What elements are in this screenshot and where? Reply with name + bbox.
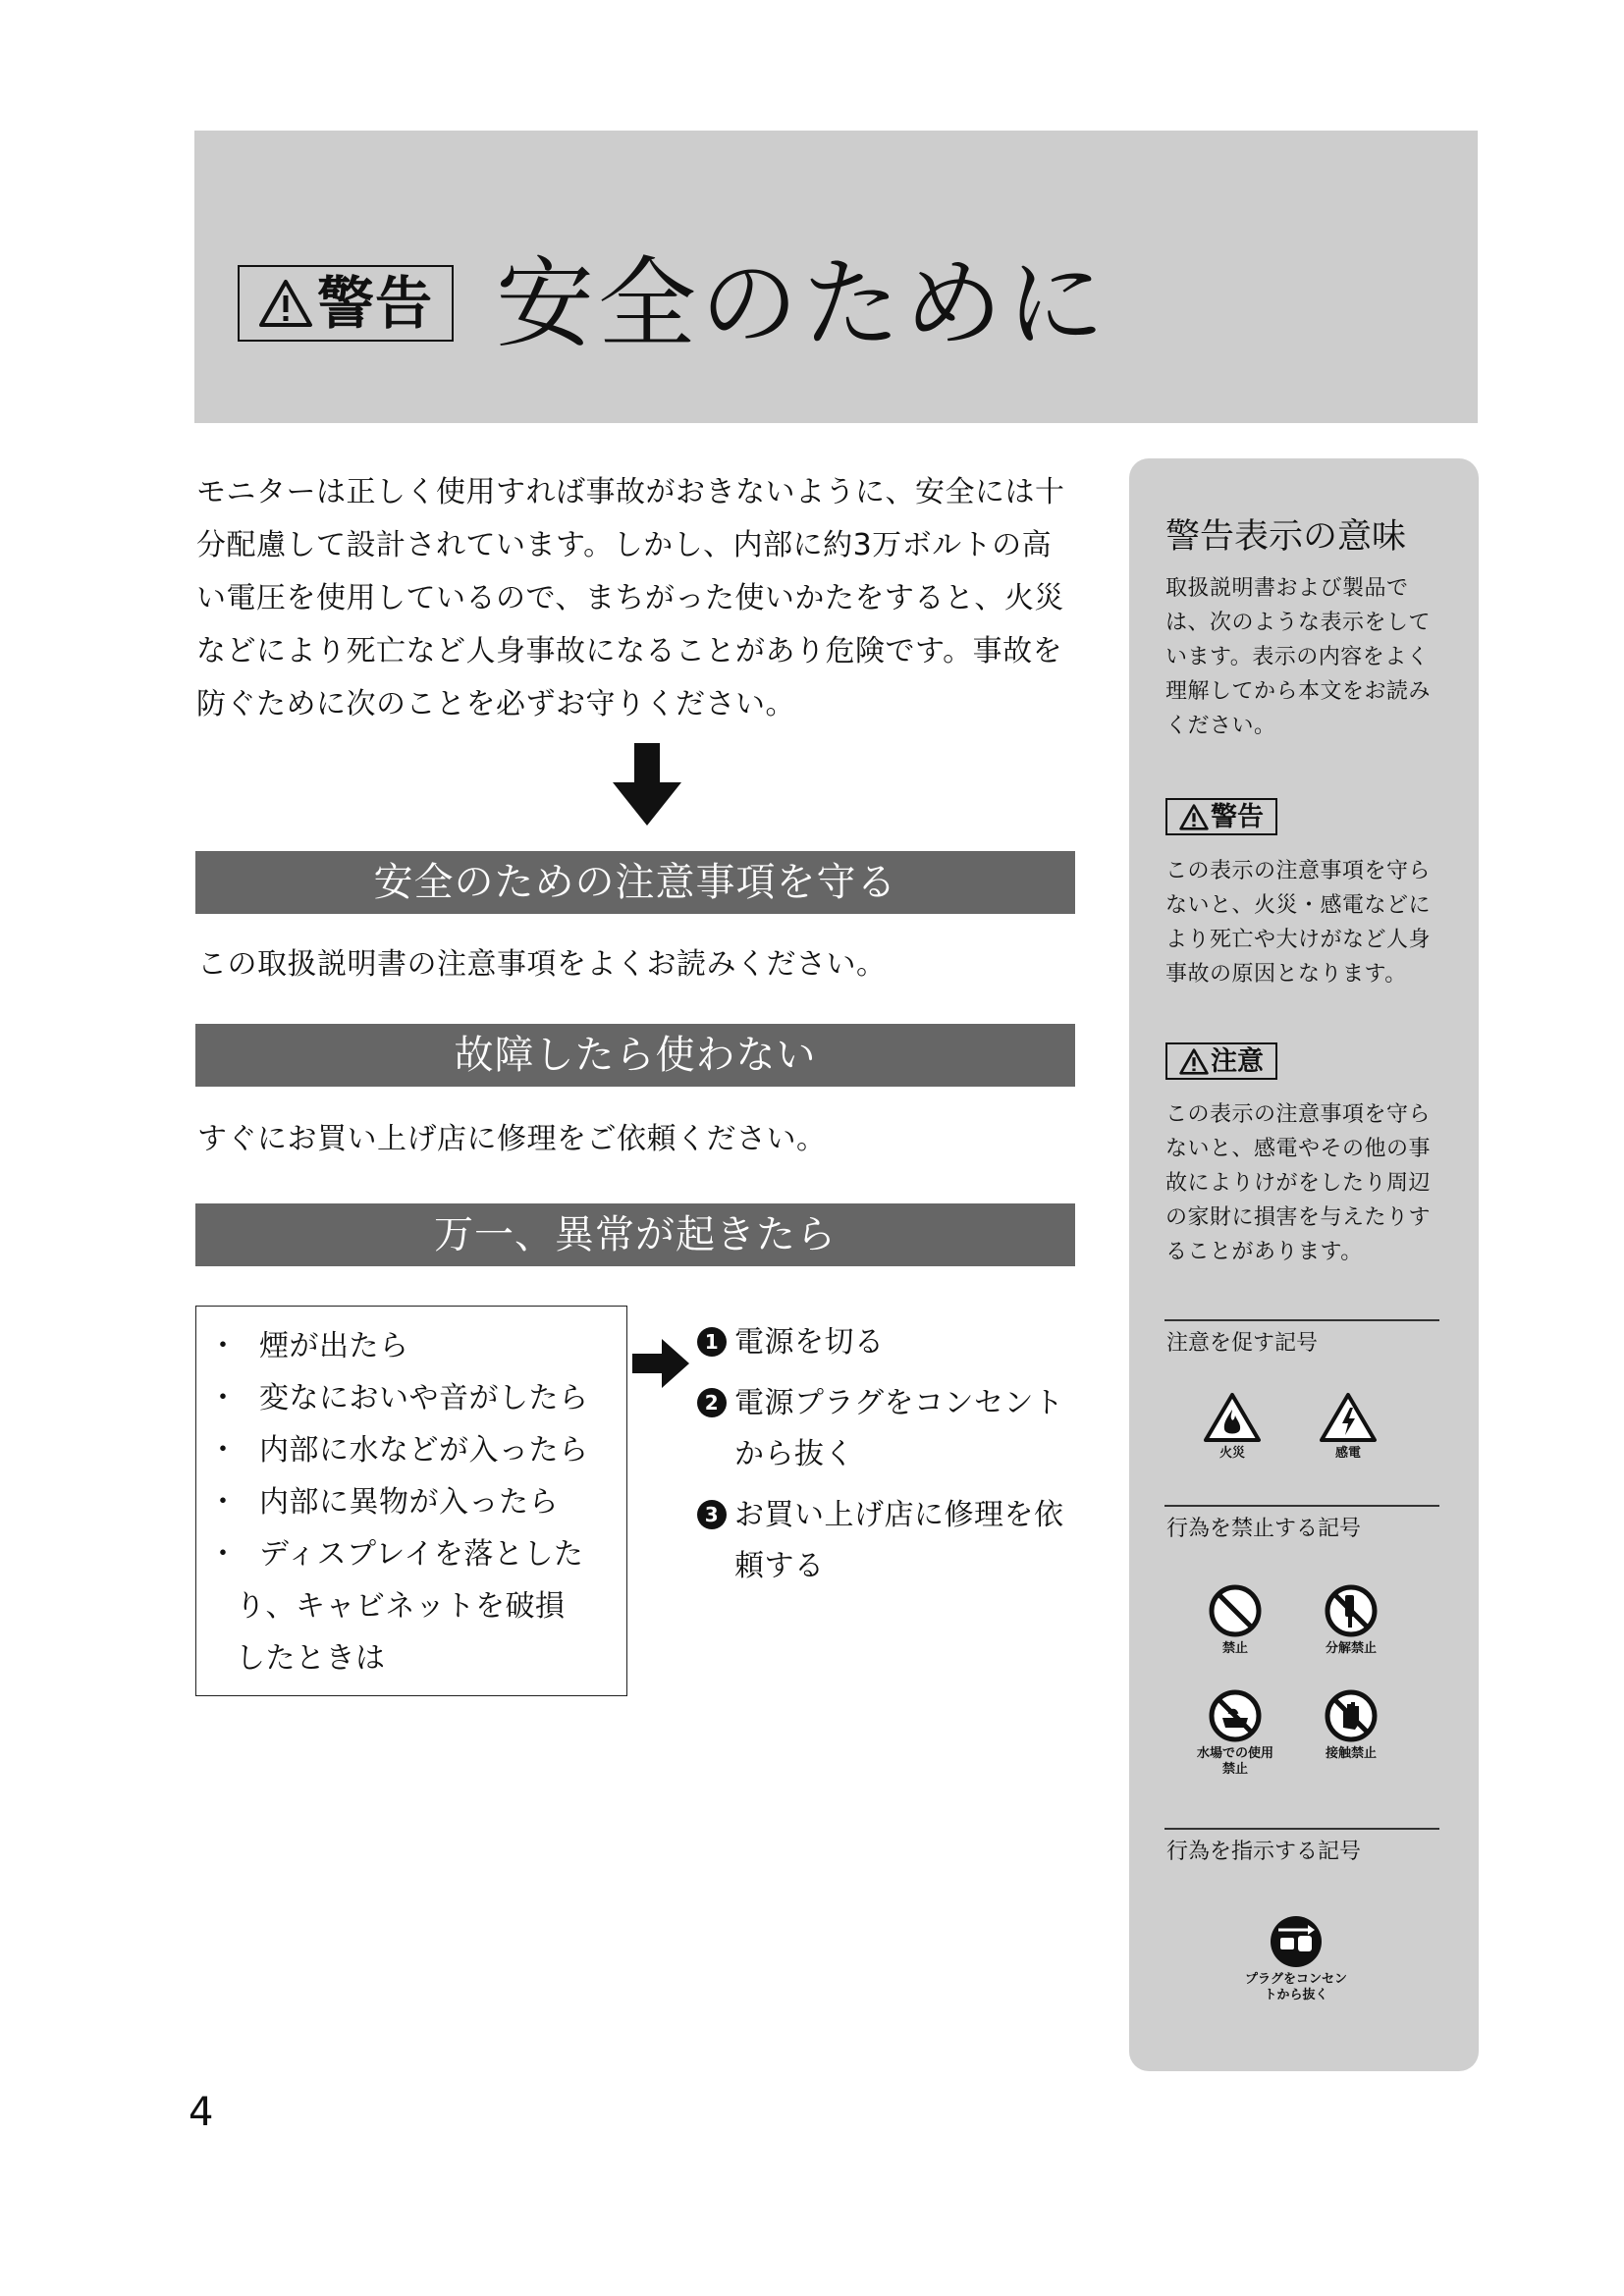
no-disassembly-icon — [1324, 1583, 1379, 1638]
divider — [1164, 1505, 1439, 1507]
warning-triangle-icon — [258, 279, 313, 328]
right-arrow-icon — [632, 1339, 689, 1388]
sidebar-caution-badge: 注意 — [1165, 1042, 1277, 1080]
list-item: ・ 煙が出たら — [208, 1329, 409, 1363]
page-number: 4 — [189, 2090, 214, 2135]
section-body-stop-if-broken: すぐにお買い上げ店に修理をご依頼ください。 — [197, 1122, 827, 1156]
list-item-continuation: り、キャビネットを破損 — [236, 1589, 566, 1624]
sidebar-caution-text: この表示の注意事項を守らないと、感電やその他の事故によりけがをしたり周辺の家財に損害を与えたりすることがあります。 — [1165, 1102, 1432, 1264]
sidebar-description: 取扱説明書および製品では、次のような表示をしています。表示の内容をよく理解してから本文をお読みください。 — [1165, 576, 1432, 738]
warning-badge — [238, 265, 454, 342]
unplug-icon — [1269, 1914, 1324, 1969]
section-body-follow-precautions: この取扱説明書の注意事項をよくお読みください。 — [197, 947, 887, 982]
no-touch-symbol: 接触禁止 — [1307, 1688, 1395, 1762]
attention-symbols-label: 注意を促す記号 — [1166, 1331, 1319, 1356]
list-item: ・ 内部に異物が入ったら — [208, 1485, 559, 1520]
fire-icon — [1203, 1392, 1262, 1443]
warning-badge-label: 警告 — [316, 270, 433, 337]
list-item-continuation: したときは — [236, 1641, 386, 1676]
step-number-2: 2 — [697, 1388, 727, 1417]
abnormal-conditions-box — [195, 1306, 627, 1696]
list-item: ・ 変なにおいや音がしたら — [208, 1381, 589, 1415]
section-heading-stop-if-broken: 故障したら使わない — [195, 1024, 1075, 1087]
down-arrow-icon — [613, 743, 681, 826]
sidebar-title: 警告表示の意味 — [1165, 517, 1407, 557]
step-item: 2 電源プラグをコンセントから抜く — [697, 1378, 1070, 1480]
step-number-3: 3 — [697, 1500, 727, 1529]
no-water-use-icon — [1208, 1688, 1263, 1743]
no-disassembly-symbol: 分解禁止 — [1307, 1583, 1395, 1657]
prohibition-icon — [1208, 1583, 1263, 1638]
step-item: 3 お買い上げ店に修理を依頼する — [697, 1490, 1070, 1592]
step-item: 1 電源を切る — [697, 1317, 1070, 1368]
page-title: 安全のために — [496, 246, 1109, 361]
sidebar-warning-badge: 警告 — [1165, 798, 1277, 835]
step-number-1: 1 — [697, 1327, 727, 1357]
unplug-symbol: プラグをコンセントから抜く — [1242, 1914, 1350, 2003]
electric-shock-icon — [1319, 1392, 1378, 1443]
prohibit-symbols-label: 行為を禁止する記号 — [1166, 1517, 1362, 1541]
instruct-symbols-label: 行為を指示する記号 — [1166, 1840, 1362, 1864]
no-water-use-symbol: 水場での使用禁止 — [1191, 1688, 1279, 1778]
caution-triangle-icon — [1179, 1048, 1209, 1075]
no-touch-icon — [1324, 1688, 1379, 1743]
section-heading-if-abnormal: 万一、異常が起きたら — [195, 1203, 1075, 1266]
intro-paragraph: モニターは正しく使用すれば事故がおきないように、安全には十分配慮して設計されています。しかし、内部に約3万ボルトの高い電圧を使用しているので、まちがった使いかたをすると、火災などにより死亡など人身事故になることがあり危険です。事故を防ぐために次のことを必ずお守りください。 — [196, 475, 1065, 721]
warning-triangle-icon — [1179, 804, 1209, 830]
divider — [1164, 1828, 1439, 1830]
list-item: ・ ディスプレイを落とした — [208, 1537, 584, 1572]
electric-shock-symbol: 感電 — [1304, 1392, 1392, 1462]
prohibition-symbol: 禁止 — [1191, 1583, 1279, 1657]
sidebar-warning-text: この表示の注意事項を守らないと、火災・感電などにより死亡や大けがなど人身事故の原因となります。 — [1165, 859, 1432, 987]
divider — [1164, 1319, 1439, 1321]
remedy-steps — [697, 1317, 1070, 1602]
section-heading-follow-precautions: 安全のための注意事項を守る — [195, 851, 1075, 914]
fire-symbol: 火災 — [1188, 1392, 1276, 1462]
list-item: ・ 内部に水などが入ったら — [208, 1433, 589, 1468]
